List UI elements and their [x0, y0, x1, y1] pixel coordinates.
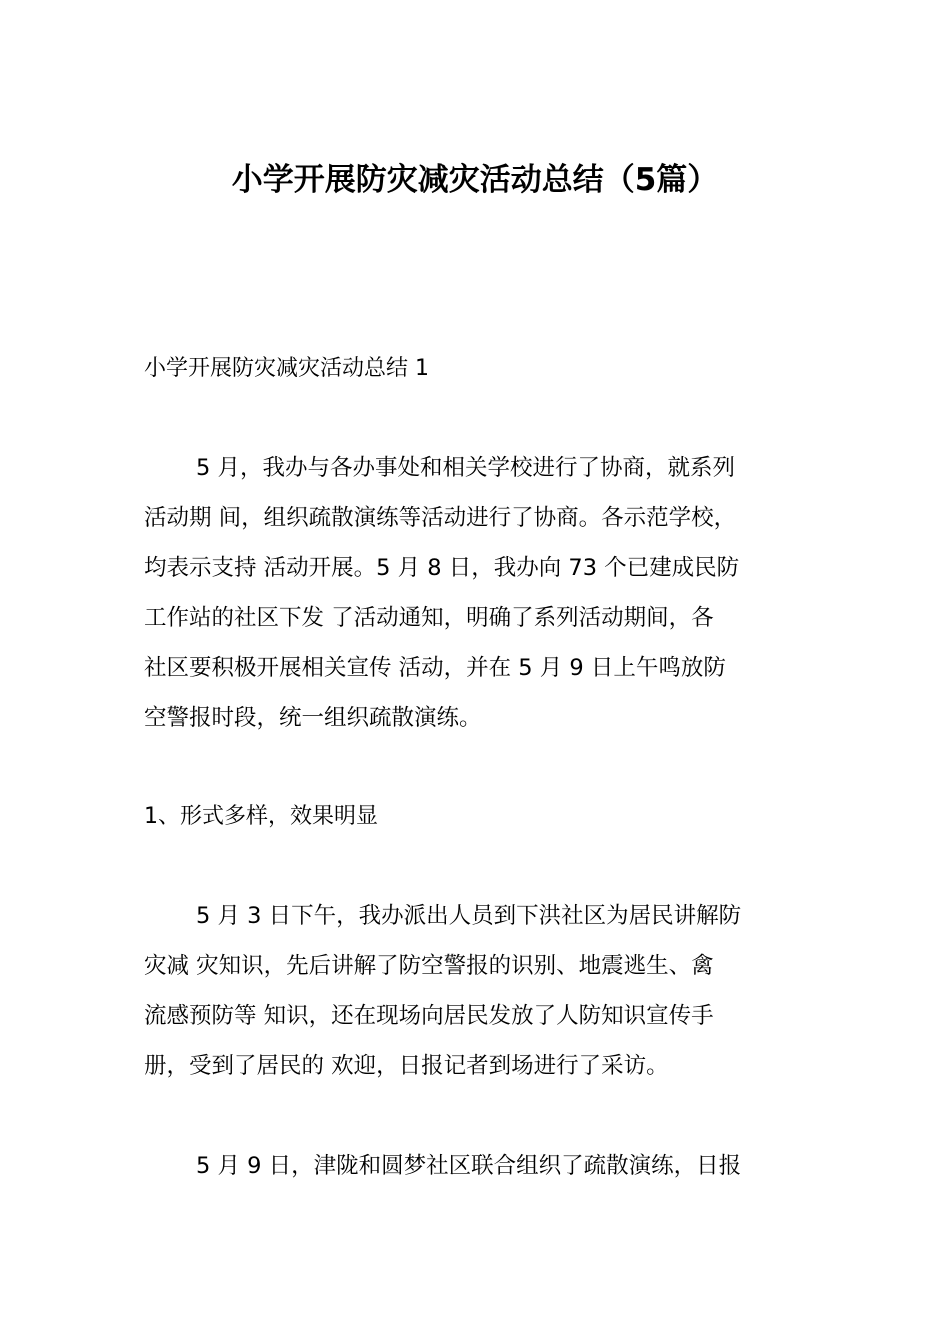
paragraph-line: 空警报时段，统一组织疏散演练。	[144, 705, 482, 731]
subheading: 1、形式多样，效果明显	[144, 804, 378, 829]
paragraph-line: 工作站的社区下发 了活动通知，明确了系列活动期间，各	[144, 605, 714, 631]
paragraph-line: 社区要积极开展相关宣传 活动，并在 5 月 9 日上午鸣放防	[144, 655, 726, 681]
paragraph-3	[144, 1141, 844, 1191]
paragraph-line: 均表示支持 活动开展。5 月 8 日，我办向 73 个已建成民防	[144, 555, 740, 581]
paragraph-line: 5 月，我办与各办事处和相关学校进行了协商，就系列	[196, 455, 735, 481]
paragraph-1	[144, 443, 844, 743]
paragraph-line: 5 月 3 日下午，我办派出人员到下洪社区为居民讲解防	[196, 903, 742, 929]
paragraph-line: 流感预防等 知识，还在现场向居民发放了人防知识宣传手	[144, 1003, 714, 1029]
paragraph-2	[144, 891, 844, 1091]
document-title: 小学开展防灾减灾活动总结（5篇）	[231, 162, 719, 198]
paragraph-line: 活动期 间，组织疏散演练等活动进行了协商。各示范学校，	[144, 505, 737, 531]
paragraph-line: 灾减 灾知识，先后讲解了防空警报的识别、地震逃生、禽	[144, 953, 714, 979]
section-heading: 小学开展防灾减灾活动总结 1	[144, 356, 429, 381]
paragraph-line: 5 月 9 日，津陇和圆梦社区联合组织了疏散演练，日报	[196, 1153, 742, 1179]
paragraph-line: 册，受到了居民的 欢迎，日报记者到场进行了采访。	[144, 1053, 669, 1079]
